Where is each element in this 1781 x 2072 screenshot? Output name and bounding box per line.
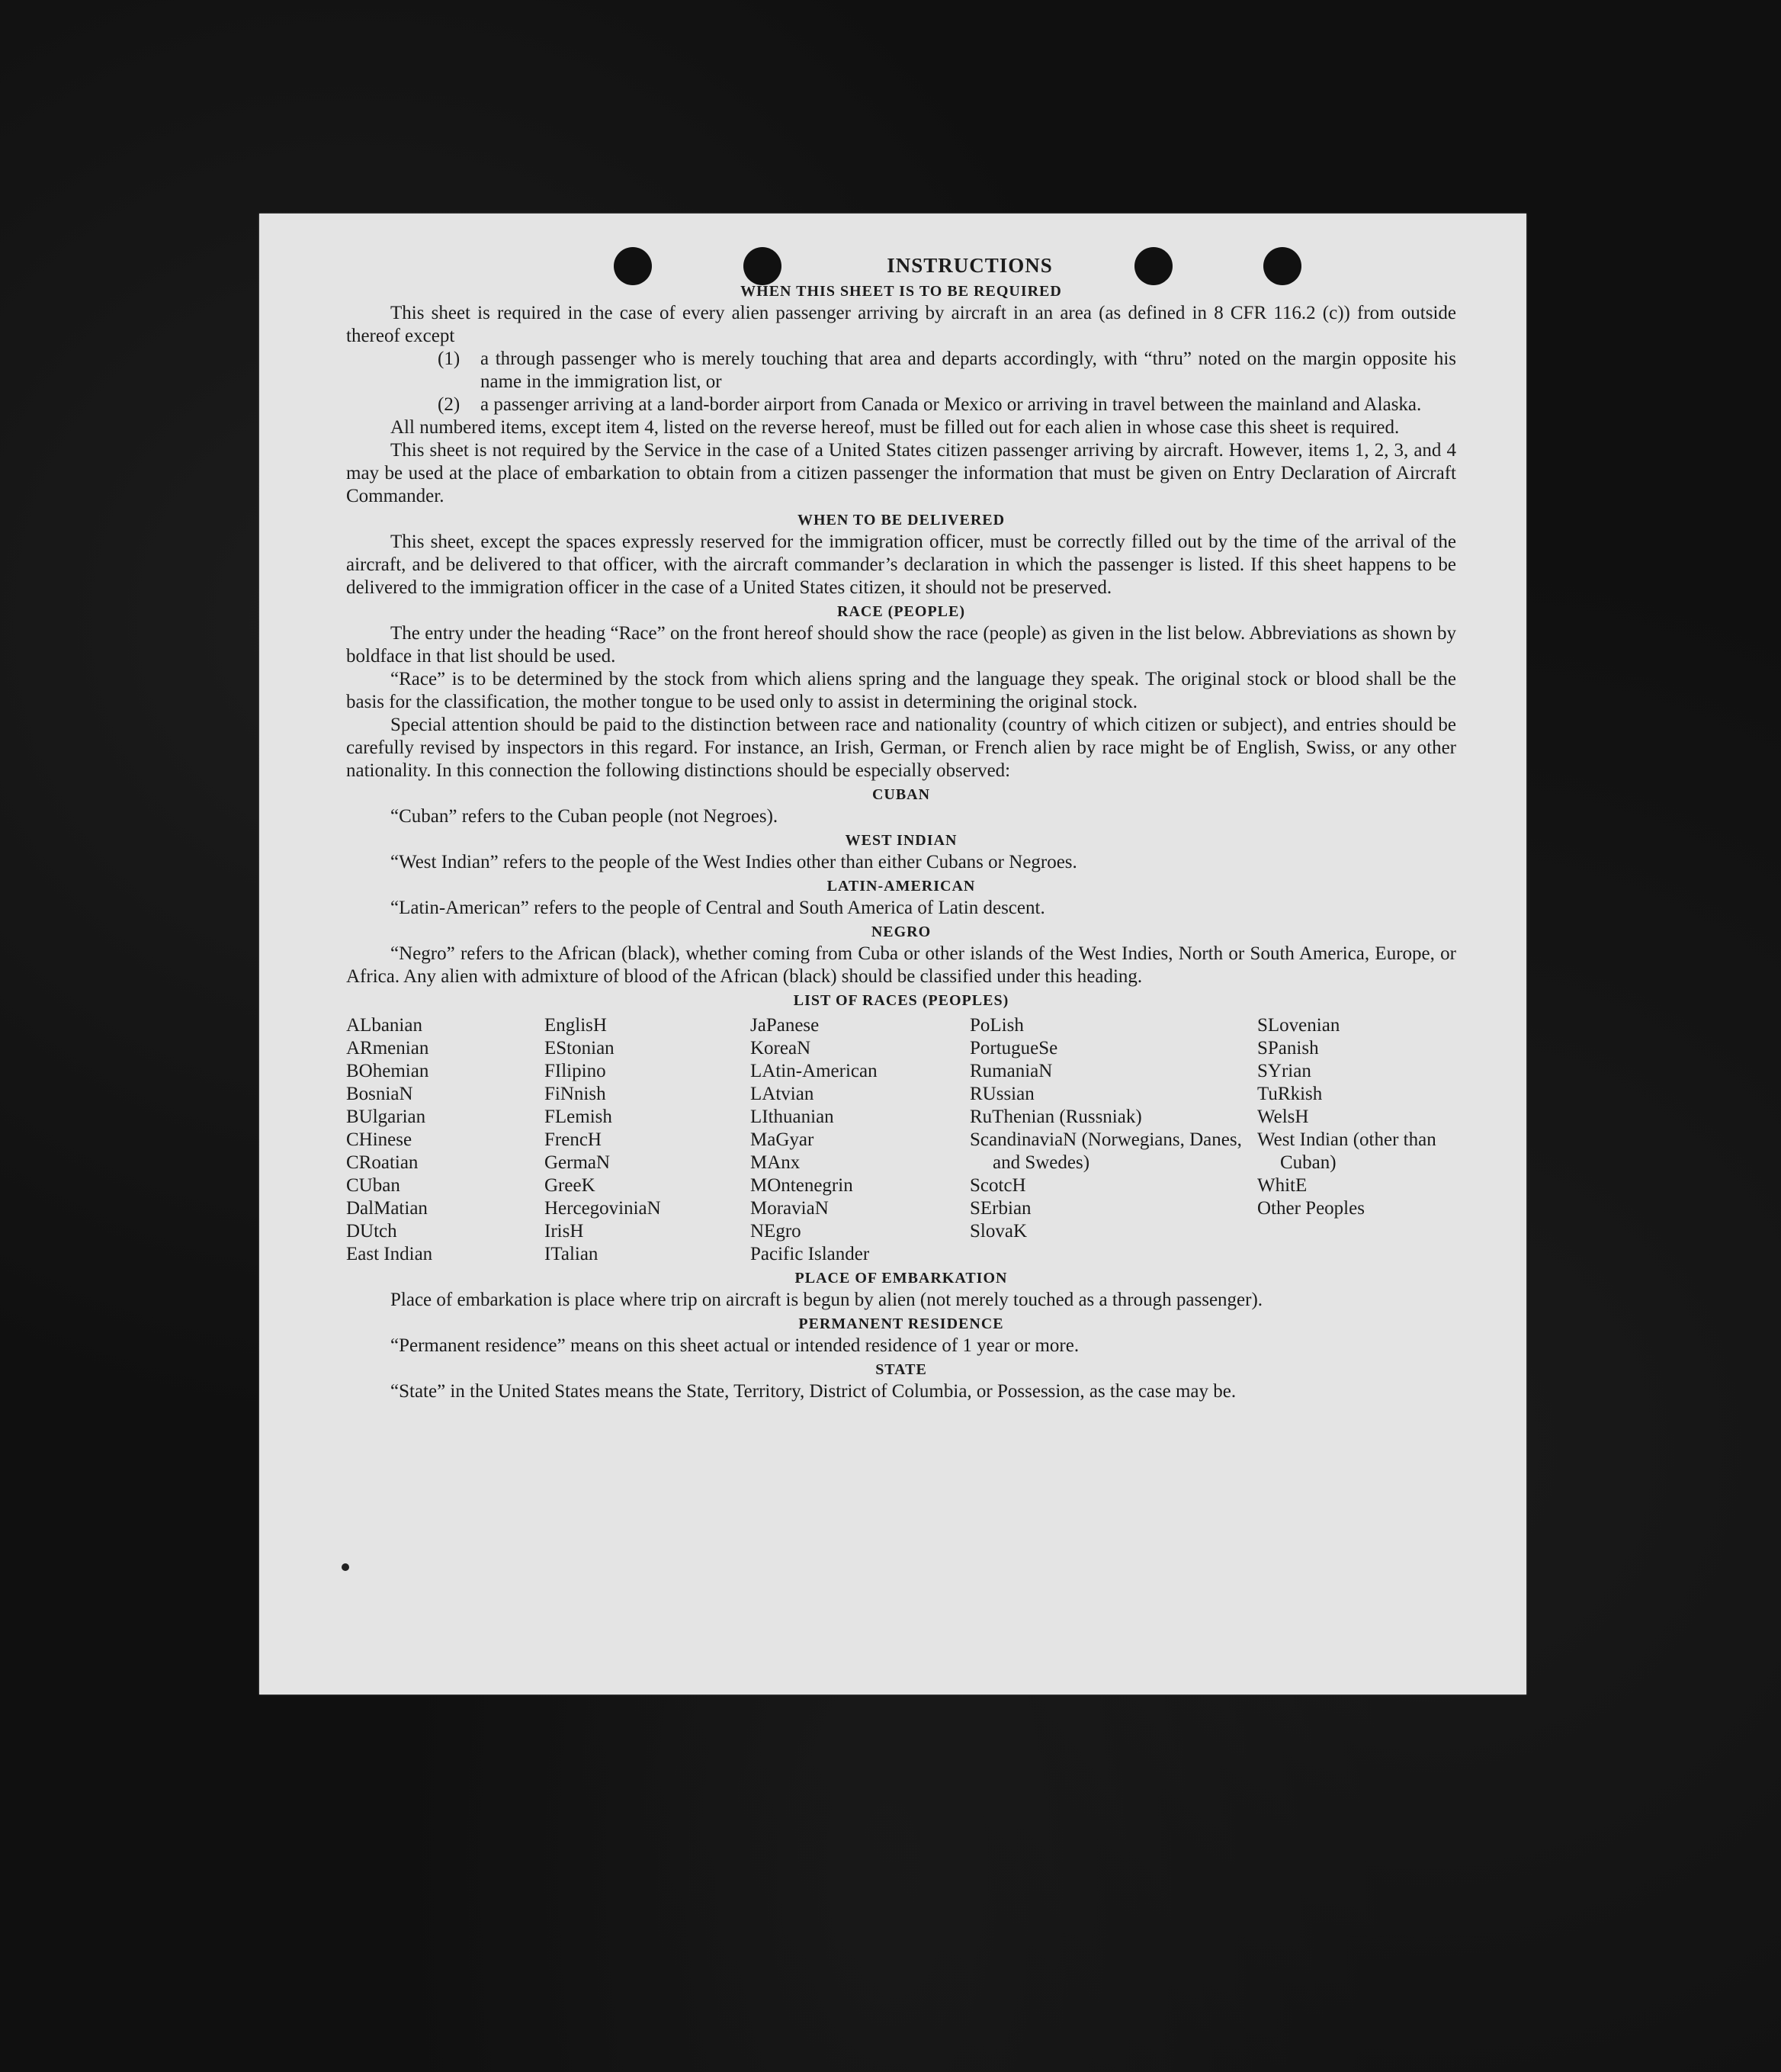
race-entry: MAnx	[750, 1152, 801, 1173]
race-entry: MoraviaN	[750, 1198, 829, 1219]
race-paragraph: The entry under the heading “Race” on the front hereof should show the race (people) as given in the list below. Abbreviations as shown by boldface in that list should be used.	[346, 623, 1456, 667]
races-column	[346, 1014, 544, 1266]
exception-text: a passenger arriving at a land-border airport from Canada or Mexico or arriving in travel between the mainland and Alaska.	[480, 394, 1422, 415]
race-entry: GermaN	[544, 1152, 611, 1173]
race-entry: BOhemian	[346, 1061, 429, 1081]
negro-heading: NEGRO	[871, 924, 932, 940]
race-entry: FLemish	[544, 1107, 612, 1127]
exception-item	[438, 348, 1456, 394]
races-column	[750, 1014, 970, 1266]
race-entry: SLovenian	[1257, 1015, 1340, 1036]
race-paragraph: Special attention should be paid to the distinction between race and nationality (country of which citizen or subject), and entries should be carefully revised by inspectors in this regard. For instance, an Irish, German, or French alien by race might be of English, Swiss, or any other nationality. In this connection the following distinctions should be especially observed:	[346, 715, 1456, 781]
race-entry: CHinese	[346, 1129, 412, 1150]
race-entry: ScotcH	[970, 1175, 1026, 1196]
race-entry: CUban	[346, 1175, 400, 1196]
race-entry: SlovaK	[970, 1221, 1027, 1242]
race-entry: EStonian	[544, 1038, 615, 1058]
ink-speck	[342, 1563, 349, 1571]
race-entry: LAtin-American	[750, 1061, 878, 1081]
race-entry: SYrian	[1257, 1061, 1311, 1081]
race-entry: KoreaN	[750, 1038, 811, 1058]
race-entry: SErbian	[970, 1198, 1032, 1219]
race-entry: ScandinaviaN (Norwegians, Danes, and Swedes)	[970, 1129, 1242, 1173]
race-entry: FrencH	[544, 1129, 602, 1150]
race-entry: SPanish	[1257, 1038, 1319, 1058]
race-entry: RuThenian (Russniak)	[970, 1107, 1142, 1127]
race-heading: RACE (PEOPLE)	[837, 603, 965, 620]
race-entry: EnglisH	[544, 1015, 607, 1036]
required-intro: This sheet is required in the case of every alien passenger arriving by aircraft in an area (as defined in 8 CFR 116.2 (c)) from outside thereof except	[346, 303, 1456, 346]
races-column	[544, 1014, 750, 1266]
exception-text: a through passenger who is merely touching that area and departs accordingly, with “thru” noted on the margin opposite his name in the immigration list, or	[480, 349, 1456, 392]
cuban-heading: CUBAN	[871, 786, 931, 803]
instruction-sheet	[259, 214, 1526, 1695]
race-entry: RumaniaN	[970, 1061, 1053, 1081]
delivered-heading: WHEN TO BE DELIVERED	[797, 512, 1006, 528]
embarkation-definition: Place of embarkation is place where trip on aircraft is begun by alien (not merely touched as a through passenger).	[390, 1290, 1263, 1310]
residence-heading: PERMANENT RESIDENCE	[798, 1315, 1004, 1332]
race-entry: NEgro	[750, 1221, 801, 1242]
instructions-title: INSTRUCTIONS	[887, 254, 1053, 277]
west-indian-definition: “West Indian” refers to the people of the West Indies other than either Cubans or Negroes.	[390, 852, 1077, 872]
race-entry: TuRkish	[1257, 1084, 1323, 1104]
race-entry: DalMatian	[346, 1198, 428, 1219]
race-entry: GreeK	[544, 1175, 595, 1196]
exception-number: (1)	[438, 349, 460, 369]
race-entry: PortugueSe	[970, 1038, 1058, 1058]
exception-number: (2)	[438, 394, 460, 415]
race-entry: PoLish	[970, 1015, 1024, 1036]
race-entry: HercegoviniaN	[544, 1198, 661, 1219]
race-entry: CRoatian	[346, 1152, 419, 1173]
race-entry: Pacific Islander	[750, 1244, 870, 1264]
race-entry: IrisH	[544, 1221, 584, 1242]
races-column	[1257, 1014, 1456, 1266]
embarkation-heading: PLACE OF EMBARKATION	[794, 1270, 1008, 1287]
negro-definition: “Negro” refers to the African (black), whether coming from Cuba or other islands of the West Indies, North or South America, Europe, or Africa. Any alien with admixture of blood of the African (black) should be classified under this heading.	[346, 943, 1456, 987]
west-indian-heading: WEST INDIAN	[845, 832, 958, 849]
residence-definition: “Permanent residence” means on this sheet actual or intended residence of 1 year or more.	[390, 1335, 1080, 1356]
delivered-paragraph: This sheet, except the spaces expressly reserved for the immigration officer, must be correctly filled out by the time of the arrival of the aircraft, and be delivered to that officer, with the aircraft commander’s declaration in which the passenger is listed. If this sheet happens to be delivered to the immigration officer in the case of a United States citizen, it should not be preserved.	[346, 532, 1456, 598]
race-entry: MOntenegrin	[750, 1175, 853, 1196]
cuban-definition: “Cuban” refers to the Cuban people (not Negroes).	[390, 806, 778, 827]
race-entry: WhitE	[1257, 1175, 1308, 1196]
race-entry: RUssian	[970, 1084, 1035, 1104]
race-entry: FiNnish	[544, 1084, 606, 1104]
exception-item	[438, 394, 1456, 416]
race-entry: DUtch	[346, 1221, 397, 1242]
latin-american-heading: LATIN-AMERICAN	[826, 878, 976, 895]
race-entry: West Indian (other than Cuban)	[1257, 1129, 1436, 1173]
state-definition: “State” in the United States means the State, Territory, District of Columbia, or Possession, as the case may be.	[390, 1381, 1237, 1402]
race-entry: BUlgarian	[346, 1107, 426, 1127]
state-heading: STATE	[875, 1361, 927, 1378]
required-heading: WHEN THIS SHEET IS TO BE REQUIRED	[740, 283, 1062, 300]
race-entry: ARmenian	[346, 1038, 429, 1058]
required-paragraph: This sheet is not required by the Service in the case of a United States citizen passenger arriving by aircraft. However, items 1, 2, 3, and 4 may be used at the place of embarkation to obtain from a citizen passenger the information that must be given on Entry Declaration of Aircraft Commander.	[346, 440, 1456, 506]
latin-american-definition: “Latin-American” refers to the people of Central and South America of Latin descent.	[390, 898, 1045, 918]
sheet-content	[346, 252, 1456, 1403]
race-entry: LIthuanian	[750, 1107, 834, 1127]
races-list-heading: LIST OF RACES (PEOPLES)	[793, 992, 1009, 1009]
race-entry: MaGyar	[750, 1129, 814, 1150]
race-entry: Other Peoples	[1257, 1198, 1365, 1219]
race-entry: FIlipino	[544, 1061, 606, 1081]
races-column	[970, 1014, 1257, 1266]
race-entry: WelsH	[1257, 1107, 1309, 1127]
race-entry: LAtvian	[750, 1084, 814, 1104]
race-paragraph: “Race” is to be determined by the stock from which aliens spring and the language they speak. The original stock or blood shall be the basis for the classification, the mother tongue to be used only to assist in determining the original stock.	[346, 669, 1456, 712]
race-entry: ALbanian	[346, 1015, 422, 1036]
races-list	[346, 1014, 1456, 1266]
race-entry: BosniaN	[346, 1084, 413, 1104]
race-entry: JaPanese	[750, 1015, 820, 1036]
race-entry: East Indian	[346, 1244, 433, 1264]
race-entry: ITalian	[544, 1244, 598, 1264]
required-paragraph: All numbered items, except item 4, listed on the reverse hereof, must be filled out for each alien in whose case this sheet is required.	[390, 417, 1400, 438]
